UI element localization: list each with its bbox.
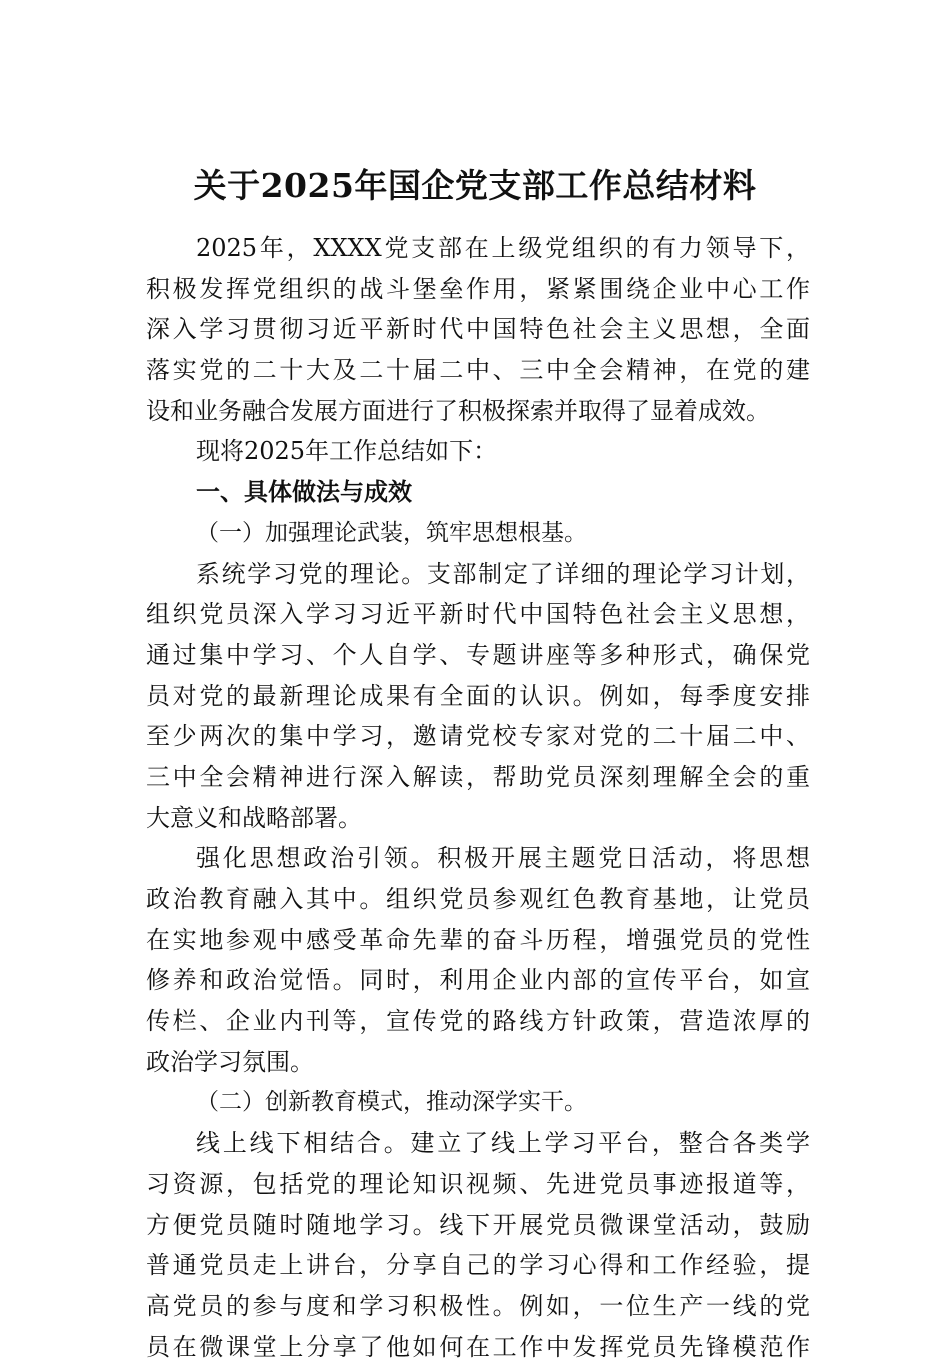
paragraph-line: 普通党员走上讲台，分享自己的学习心得和工作经验，提: [146, 1251, 810, 1280]
paragraph-line: 线上线下相结合。建立了线上学习平台，整合各类学: [196, 1129, 810, 1158]
paragraph-line: 设和业务融合发展方面进行了积极探索并取得了显着成效。: [146, 396, 770, 425]
subsection-heading: （二）创新教育模式，推动深学实干。: [196, 1089, 587, 1116]
paragraph-line: 修养和政治觉悟。同时，利用企业内部的宣传平台，如宣: [146, 966, 810, 995]
paragraph-line: 强化思想政治引领。积极开展主题党日活动，将思想: [196, 844, 810, 873]
paragraph-line: 深入学习贯彻习近平新时代中国特色社会主义思想，全面: [146, 315, 810, 344]
document-body: [146, 228, 810, 1367]
subsection-heading: （一）加强理论武装，筑牢思想根基。: [196, 519, 587, 546]
paragraph-line: 员在微课堂上分享了他如何在工作中发挥党员先锋模范作: [146, 1332, 810, 1361]
paragraph-line: 现将2025年工作总结如下：: [196, 437, 498, 466]
paragraph-line: 系统学习党的理论。支部制定了详细的理论学习计划，: [196, 559, 810, 588]
paragraph-line: 方便党员随时随地学习。线下开展党员微课堂活动，鼓励: [146, 1210, 810, 1239]
paragraph-line: 落实党的二十大及二十届二中、三中全会精神，在党的建: [146, 356, 810, 385]
document-title: 关于2025年国企党支部工作总结材料: [193, 166, 757, 205]
paragraph-line: 政治教育融入其中。组织党员参观红色教育基地，让党员: [146, 885, 810, 913]
paragraph-line: 三中全会精神进行深入解读，帮助党员深刻理解全会的重: [146, 762, 810, 791]
paragraph-line: 习资源，包括党的理论知识视频、先进党员事迹报道等，: [146, 1169, 810, 1198]
paragraph-line: 2025年，XXXX党支部在上级党组织的有力领导下，: [196, 234, 810, 262]
paragraph-line: 政治学习氛围。: [146, 1047, 314, 1076]
paragraph-line: 至少两次的集中学习，邀请党校专家对党的二十届二中、: [146, 722, 810, 751]
paragraph-line: 积极发挥党组织的战斗堡垒作用，紧紧围绕企业中心工作: [146, 274, 810, 303]
section-heading: 一、具体做法与成效: [196, 478, 412, 507]
paragraph-line: 组织党员深入学习习近平新时代中国特色社会主义思想，: [146, 600, 810, 629]
paragraph-line: 大意义和战略部署。: [146, 803, 362, 832]
paragraph-line: 员对党的最新理论成果有全面的认识。例如，每季度安排: [146, 681, 810, 710]
paragraph-line: 在实地参观中感受革命先辈的奋斗历程，增强党员的党性: [146, 925, 810, 954]
paragraph-line: 高党员的参与度和学习积极性。例如，一位生产一线的党: [146, 1291, 810, 1320]
paragraph-line: 通过集中学习、个人自学、专题讲座等多种形式，确保党: [146, 640, 810, 669]
paragraph-line: 传栏、企业内刊等，宣传党的路线方针政策，营造浓厚的: [146, 1007, 810, 1036]
